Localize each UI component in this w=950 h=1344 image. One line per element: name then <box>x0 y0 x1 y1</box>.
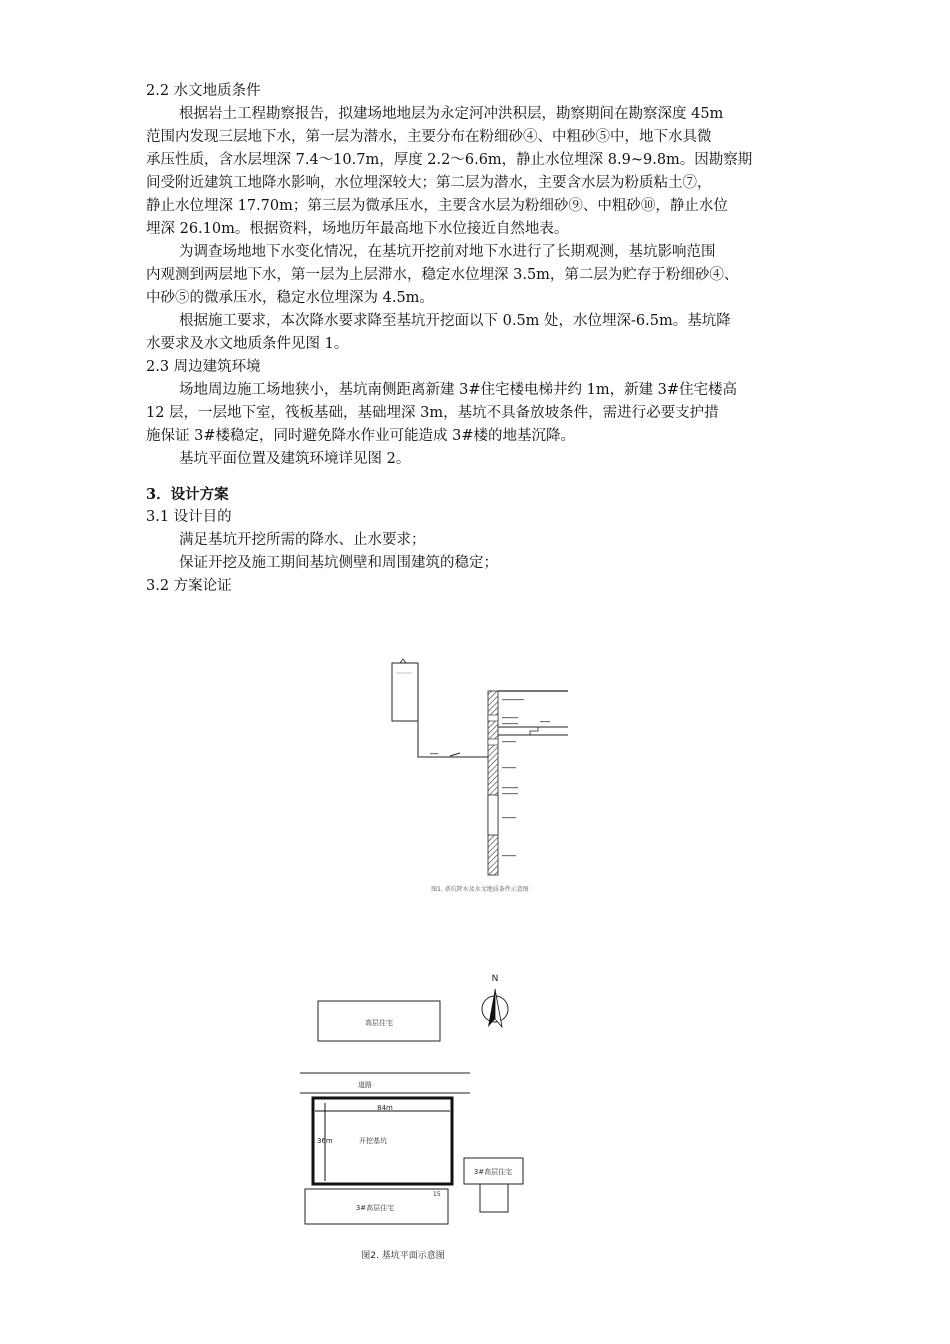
heading-3-1: 3.1 设计目的 <box>146 509 232 525</box>
paragraph-line: 水要求及水文地质条件见图 1。 <box>146 336 349 352</box>
pit-height-label: 36m <box>317 1137 333 1145</box>
paragraph-line: 为调查场地地下水变化情况，在基坑开挖前对地下水进行了长期观测，基坑影响范围 <box>179 244 716 260</box>
heading-3: 3．设计方案 <box>146 486 229 503</box>
paragraph-line: 承压性质，含水层埋深 7.4～10.7m，厚度 2.2～6.6m，静止水位埋深 8.9~9.8m。因勘察期 <box>146 152 753 168</box>
paragraph-line: 根据施工要求，本次降水要求降至基坑开挖面以下 0.5m 处，水位埋深-6.5m。基坑降 <box>179 313 731 329</box>
paragraph-line: 施保证 3#楼稳定，同时避免降水作业可能造成 3#楼的地基沉降。 <box>146 428 575 444</box>
figure-1-drawing <box>380 655 580 900</box>
heading-3-2: 3.2 方案论证 <box>146 578 232 594</box>
paragraph-line: 静止水位埋深 17.70m；第三层为微承压水，主要含水层为粉细砂⑨、中粗砂⑩，静止水位 <box>146 198 728 214</box>
road-label: 道路 <box>358 1081 372 1089</box>
document-body <box>146 80 816 598</box>
figure-1 <box>380 655 580 900</box>
building-north-label: 高层住宅 <box>365 1019 393 1027</box>
building-3-south-label: 3#高层住宅 <box>355 1204 395 1212</box>
paragraph-line: 内观测到两层地下水，第一层为上层滞水，稳定水位埋深 3.5m，第二层为贮存于粉细砂④、 <box>146 267 739 283</box>
mark-15: 15 <box>433 1191 441 1198</box>
paragraph-line: 中砂⑤的微承压水，稳定水位埋深为 4.5m。 <box>146 290 434 306</box>
pump-tank <box>392 663 418 721</box>
figure-2-caption: 图2. 基坑平面示意图 <box>361 1251 445 1261</box>
north-arrow-icon <box>482 989 508 1027</box>
figure-2-drawing <box>295 965 535 1265</box>
paragraph-line: 12 层，一层地下室，筏板基础，基础埋深 3m，基坑不具备放坡条件，需进行必要支护措 <box>146 405 719 421</box>
figure-1-caption: 图1. 基坑降水及水文地质条件示意图 <box>431 886 529 893</box>
elevator-shaft <box>480 1184 508 1212</box>
drain-pipe <box>418 721 488 757</box>
paragraph-line: 场地周边施工场地狭小，基坑南侧距离新建 3#住宅楼电梯井约 1m，新建 3#住宅楼高 <box>179 382 738 398</box>
heading-2-2: 2.2 水文地质条件 <box>146 83 261 99</box>
paragraph-line: 范围内发现三层地下水，第一层为潜水，主要分布在粉细砂④、中粗砂⑤中，地下水具微 <box>146 129 712 145</box>
heading-2-3: 2.3 周边建筑环境 <box>146 359 261 375</box>
paragraph-line: 埋深 26.10m。根据资料，场地历年最高地下水位接近自然地表。 <box>146 221 569 237</box>
north-label: N <box>491 974 499 984</box>
list-item: 保证开挖及施工期间基坑侧壁和周围建筑的稳定； <box>179 555 498 571</box>
paragraph-line: 间受附近建筑工地降水影响，水位埋深较大；第二层为潜水，主要含水层为粉质粘土⑦， <box>146 175 712 191</box>
paragraph-line: 根据岩土工程勘察报告，拟建场地地层为永定河冲洪积层，勘察期间在勘察深度 45m <box>179 106 724 122</box>
pit-label: 开挖基坑 <box>359 1137 387 1145</box>
building-3-right-label: 3#高层住宅 <box>473 1168 513 1176</box>
paragraph-line: 基坑平面位置及建筑环境详见图 2。 <box>179 451 411 467</box>
list-item: 满足基坑开挖所需的降水、止水要求； <box>179 532 426 548</box>
figure-2 <box>295 965 535 1265</box>
pit-width-label: 84m <box>377 1104 393 1112</box>
